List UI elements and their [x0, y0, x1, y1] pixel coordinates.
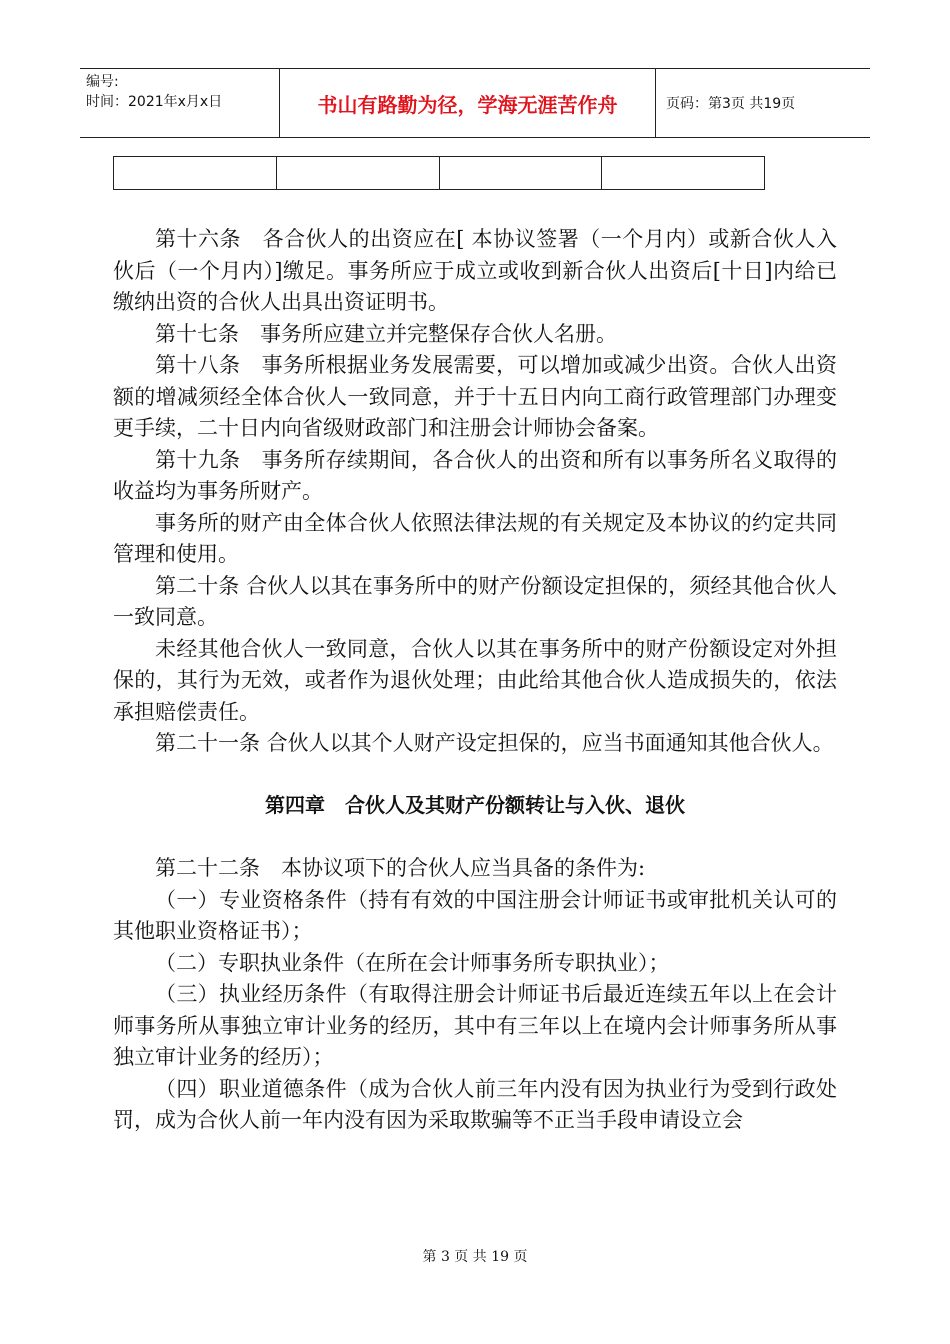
- header-motto: 书山有路勤为径，学海无涯苦作舟: [280, 69, 656, 137]
- article-21: 第二十一条 合伙人以其个人财产设定担保的，应当书面通知其他合伙人。: [155, 731, 834, 755]
- article-16: 第十六条 各合伙人的出资应在[ 本协议签署（一个月内）或新合伙人入伙后（一个月内）]缴足。事务所应于成立或收到新合伙人出资后[十日]内给已缴纳出资的合伙人出具出资证明书。: [113, 227, 837, 314]
- page-footer: 第 3 页 共 19 页: [422, 1249, 528, 1265]
- table-cell: [602, 157, 765, 190]
- table-cell: [276, 157, 439, 190]
- table-row: [114, 157, 765, 190]
- article-17: 第十七条 事务所应建立并完整保存合伙人名册。: [155, 321, 617, 346]
- article-22: 第二十二条 本协议项下的合伙人应当具备的条件为:: [155, 856, 646, 880]
- chapter-title: 第四章 合伙人及其财产份额转让与入伙、退伙: [265, 792, 685, 817]
- article-20: 第二十条 合伙人以其在事务所中的财产份额设定担保的，须经其他合伙人一致同意。: [113, 573, 837, 629]
- page-header: [80, 68, 870, 138]
- article-18: 第十八条 事务所根据业务发展需要，可以增加或减少出资。合伙人出资额的增减须经全体合伙人一致同意，并于十五日内向工商行政管理部门办理变更手续，二十日内向省级财政部门和注册会计师协会备案。: [113, 353, 837, 440]
- table-cell: [114, 157, 277, 190]
- condition-2: （二）专职执业条件（在所在会计师事务所专职执业）；: [155, 950, 670, 975]
- header-meta: [80, 69, 280, 137]
- condition-4: （四）职业道德条件（成为合伙人前三年内没有因为执业行为受到行政处罚，成为合伙人前一年内没有因为采取欺骗等不正当手段申请设立会: [113, 1076, 837, 1132]
- article-19: 第十九条 事务所存续期间，各合伙人的出资和所有以事务所名义取得的收益均为事务所财产。: [113, 447, 837, 503]
- number-label: 编号:: [86, 74, 119, 90]
- article-19-clause: 事务所的财产由全体合伙人依照法律法规的有关规定及本协议的约定共同管理和使用。: [113, 510, 837, 566]
- article-20-clause: 未经其他合伙人一致同意，合伙人以其在事务所中的财产份额设定对外担保的，其行为无效，或者作为退伙处理；由此给其他合伙人造成损失的，依法承担赔偿责任。: [113, 636, 837, 724]
- header-page-info: 页码：第3页 共19页: [666, 96, 796, 112]
- condition-3: （三）执业经历条件（有取得注册会计师证书后最近连续五年以上在会计师事务所从事独立审计业务的经历，其中有三年以上在境内会计师事务所从事独立审计业务的经历）；: [113, 982, 837, 1069]
- table-fragment: [113, 156, 765, 190]
- date-label: 时间：2021年x月x日: [86, 94, 223, 110]
- document-body: [113, 224, 837, 1137]
- table-cell: [439, 157, 602, 190]
- condition-1: （一）专业资格条件（持有有效的中国注册会计师证书或审批机关认可的其他职业资格证书）；: [113, 887, 837, 943]
